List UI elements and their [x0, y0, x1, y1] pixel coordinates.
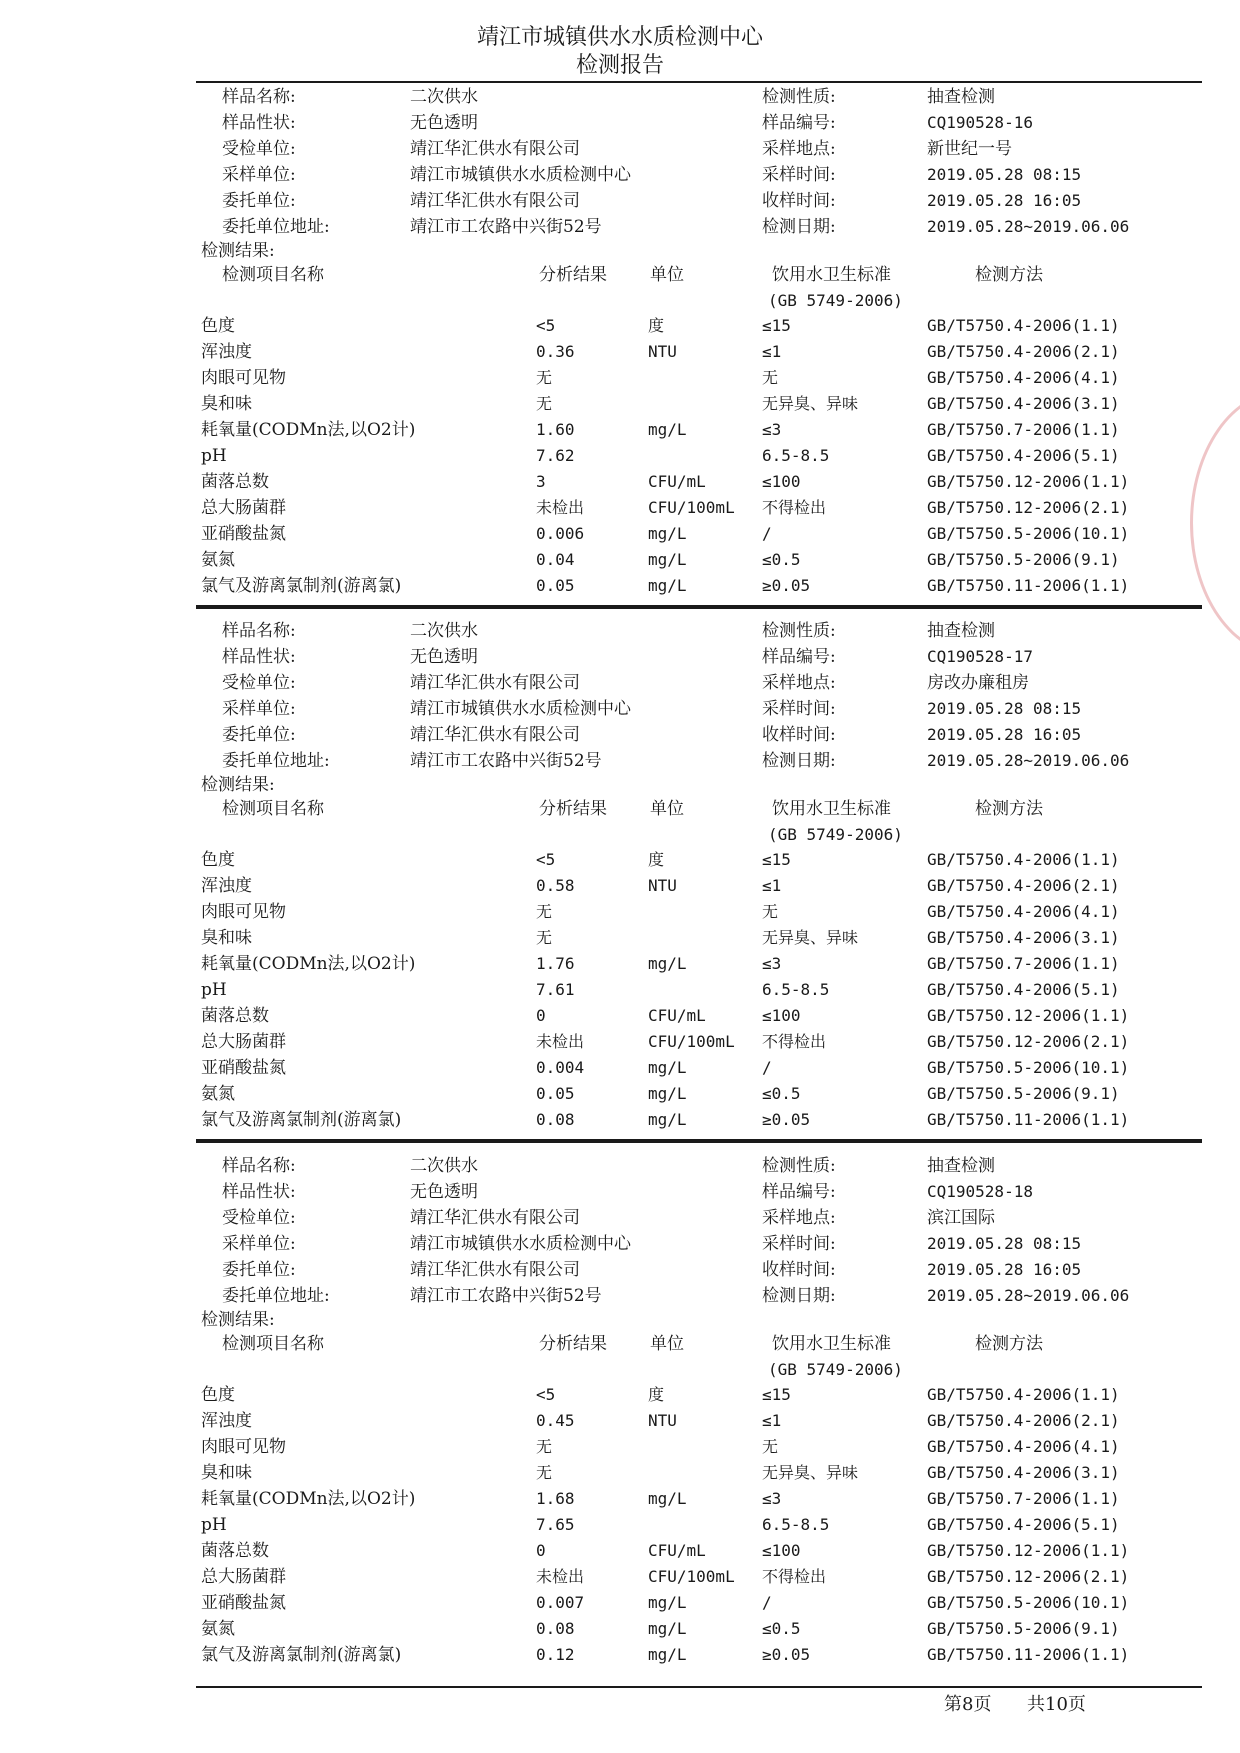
- item-unit: 度: [648, 850, 665, 869]
- sampling-time-value: 2019.05.28 08:15: [927, 165, 1082, 184]
- item-method: GB/T5750.12-2006(1.1): [927, 1541, 1130, 1560]
- item-result: 7.61: [536, 980, 575, 999]
- item-standard: 6.5-8.5: [762, 1515, 830, 1534]
- item-standard: ≤0.5: [762, 550, 801, 569]
- item-unit: CFU/100mL: [648, 1567, 735, 1586]
- item-name: 浑浊度: [201, 876, 252, 896]
- client-unit-value: 靖江华汇供水有限公司: [410, 725, 580, 745]
- item-method: GB/T5750.4-2006(5.1): [927, 980, 1120, 999]
- item-method: GB/T5750.4-2006(1.1): [927, 316, 1120, 335]
- item-standard: ≤100: [762, 1006, 801, 1025]
- item-standard: ≤15: [762, 316, 791, 335]
- client-address-label: 委托单位地址:: [222, 751, 330, 771]
- item-name: 菌落总数: [201, 1006, 269, 1026]
- client-unit-label: 委托单位:: [222, 725, 296, 745]
- sampling-time-label: 采样时间:: [762, 699, 836, 719]
- item-result: 0.08: [536, 1619, 575, 1638]
- sampling-location-label: 采样地点:: [762, 673, 836, 693]
- item-standard: ≤0.5: [762, 1619, 801, 1638]
- divider-line: [196, 81, 1202, 83]
- item-name: pH: [201, 446, 227, 466]
- client-address-label: 委托单位地址:: [222, 1286, 330, 1306]
- item-unit: mg/L: [648, 1084, 687, 1103]
- item-result: 0.36: [536, 342, 575, 361]
- column-header-item: 检测项目名称: [222, 1334, 324, 1354]
- receiving-time-value: 2019.05.28 16:05: [927, 725, 1082, 744]
- item-method: GB/T5750.4-2006(1.1): [927, 850, 1120, 869]
- test-date-label: 检测日期:: [762, 217, 836, 237]
- column-header-method: 检测方法: [975, 1334, 1043, 1354]
- item-method: GB/T5750.12-2006(1.1): [927, 1006, 1130, 1025]
- sample-name-label: 样品名称:: [222, 1156, 296, 1176]
- item-name: 氯气及游离氯制剂(游离氯): [201, 1110, 402, 1130]
- receiving-time-value: 2019.05.28 16:05: [927, 191, 1082, 210]
- column-header-standard-code: (GB 5749-2006): [768, 1360, 903, 1379]
- sampling-unit-label: 采样单位:: [222, 165, 296, 185]
- item-method: GB/T5750.7-2006(1.1): [927, 420, 1120, 439]
- column-header-standard-code: (GB 5749-2006): [768, 291, 903, 310]
- item-name: 浑浊度: [201, 1411, 252, 1431]
- item-result: <5: [536, 850, 556, 869]
- inspected-unit-label: 受检单位:: [222, 1208, 296, 1228]
- item-unit: mg/L: [648, 1593, 687, 1612]
- item-standard: ≥0.05: [762, 1645, 811, 1664]
- sampling-location-value: 房改办廉租房: [927, 673, 1029, 693]
- sampling-time-label: 采样时间:: [762, 1234, 836, 1254]
- item-standard: /: [762, 1058, 772, 1077]
- item-result: 7.62: [536, 446, 575, 465]
- item-standard: ≤15: [762, 850, 791, 869]
- sampling-time-value: 2019.05.28 08:15: [927, 699, 1082, 718]
- item-method: GB/T5750.12-2006(2.1): [927, 1032, 1130, 1051]
- sample-name-value: 二次供水: [410, 1156, 478, 1176]
- item-result: 无: [536, 928, 553, 947]
- sampling-location-label: 采样地点:: [762, 1208, 836, 1228]
- item-method: GB/T5750.5-2006(9.1): [927, 1084, 1120, 1103]
- column-header-result: 分析结果: [539, 265, 607, 285]
- sampling-time-value: 2019.05.28 08:15: [927, 1234, 1082, 1253]
- item-result: 未检出: [536, 498, 585, 517]
- item-result: 无: [536, 902, 553, 921]
- item-method: GB/T5750.12-2006(2.1): [927, 1567, 1130, 1586]
- item-result: 0.12: [536, 1645, 575, 1664]
- item-name: 氯气及游离氯制剂(游离氯): [201, 1645, 402, 1665]
- item-name: 肉眼可见物: [201, 368, 286, 388]
- test-date-value: 2019.05.28~2019.06.06: [927, 217, 1130, 236]
- item-method: GB/T5750.4-2006(5.1): [927, 446, 1120, 465]
- sampling-location-value: 滨江国际: [927, 1208, 995, 1228]
- sample-no-value: CQ190528-18: [927, 1182, 1033, 1201]
- sample-block: [0, 620, 1240, 1156]
- item-name: 臭和味: [201, 394, 252, 414]
- sampling-location-label: 采样地点:: [762, 139, 836, 159]
- item-unit: NTU: [648, 1411, 677, 1430]
- item-name: 臭和味: [201, 1463, 252, 1483]
- item-method: GB/T5750.5-2006(10.1): [927, 1593, 1130, 1612]
- item-unit: NTU: [648, 876, 677, 895]
- item-unit: mg/L: [648, 1619, 687, 1638]
- item-method: GB/T5750.5-2006(10.1): [927, 524, 1130, 543]
- item-result: 0.45: [536, 1411, 575, 1430]
- column-header-method: 检测方法: [975, 799, 1043, 819]
- item-unit: CFU/mL: [648, 1541, 706, 1560]
- item-name: 亚硝酸盐氮: [201, 524, 286, 544]
- item-name: 菌落总数: [201, 472, 269, 492]
- inspected-unit-value: 靖江华汇供水有限公司: [410, 139, 580, 159]
- item-name: 菌落总数: [201, 1541, 269, 1561]
- item-name: 色度: [201, 850, 235, 870]
- column-header-result: 分析结果: [539, 1334, 607, 1354]
- test-type-label: 检测性质:: [762, 87, 836, 107]
- item-name: 肉眼可见物: [201, 1437, 286, 1457]
- item-name: 总大肠菌群: [201, 1032, 286, 1052]
- item-method: GB/T5750.4-2006(4.1): [927, 1437, 1120, 1456]
- item-standard: 不得检出: [762, 1032, 827, 1051]
- sampling-unit-label: 采样单位:: [222, 1234, 296, 1254]
- item-method: GB/T5750.4-2006(2.1): [927, 342, 1120, 361]
- client-address-value: 靖江市工农路中兴街52号: [410, 1286, 602, 1306]
- test-date-label: 检测日期:: [762, 751, 836, 771]
- inspected-unit-value: 靖江华汇供水有限公司: [410, 673, 580, 693]
- item-result: <5: [536, 1385, 556, 1404]
- client-address-label: 委托单位地址:: [222, 217, 330, 237]
- item-unit: 度: [648, 1385, 665, 1404]
- item-result: 未检出: [536, 1567, 585, 1586]
- sample-name-label: 样品名称:: [222, 87, 296, 107]
- test-type-value: 抽查检测: [927, 87, 995, 107]
- item-result: 1.68: [536, 1489, 575, 1508]
- column-header-unit: 单位: [650, 265, 684, 285]
- item-unit: NTU: [648, 342, 677, 361]
- item-name: 氨氮: [201, 1084, 235, 1104]
- report-title: 检测报告: [575, 53, 664, 78]
- item-standard: ≤0.5: [762, 1084, 801, 1103]
- item-result: 0.04: [536, 550, 575, 569]
- item-method: GB/T5750.7-2006(1.1): [927, 1489, 1120, 1508]
- sample-name-label: 样品名称:: [222, 621, 296, 641]
- item-method: GB/T5750.4-2006(4.1): [927, 902, 1120, 921]
- sampling-unit-value: 靖江市城镇供水水质检测中心: [410, 699, 631, 719]
- page-total: 共10页: [1027, 1694, 1086, 1715]
- item-unit: mg/L: [648, 1058, 687, 1077]
- test-type-label: 检测性质:: [762, 621, 836, 641]
- item-result: 0.004: [536, 1058, 585, 1077]
- sample-no-value: CQ190528-16: [927, 113, 1033, 132]
- item-name: 色度: [201, 316, 235, 336]
- item-unit: mg/L: [648, 1645, 687, 1664]
- item-result: 1.60: [536, 420, 575, 439]
- sample-name-value: 二次供水: [410, 87, 478, 107]
- item-result: 0.05: [536, 576, 575, 595]
- test-date-value: 2019.05.28~2019.06.06: [927, 1286, 1130, 1305]
- item-standard: 无: [762, 368, 779, 387]
- item-result: 无: [536, 368, 553, 387]
- sample-nature-value: 无色透明: [410, 647, 478, 667]
- item-method: GB/T5750.5-2006(9.1): [927, 1619, 1120, 1638]
- client-unit-label: 委托单位:: [222, 1260, 296, 1280]
- column-header-standard: 饮用水卫生标准: [772, 265, 891, 285]
- item-result: 0: [536, 1541, 546, 1560]
- sample-no-label: 样品编号:: [762, 647, 836, 667]
- item-standard: ≤1: [762, 1411, 782, 1430]
- item-method: GB/T5750.11-2006(1.1): [927, 1110, 1130, 1129]
- item-unit: mg/L: [648, 1489, 687, 1508]
- sample-block: [0, 86, 1240, 622]
- column-header-method: 检测方法: [975, 265, 1043, 285]
- item-standard: ≤3: [762, 954, 782, 973]
- item-result: 7.65: [536, 1515, 575, 1534]
- item-standard: ≥0.05: [762, 1110, 811, 1129]
- item-result: <5: [536, 316, 556, 335]
- sample-no-value: CQ190528-17: [927, 647, 1033, 666]
- item-method: GB/T5750.4-2006(2.1): [927, 876, 1120, 895]
- item-standard: /: [762, 1593, 772, 1612]
- item-unit: CFU/100mL: [648, 498, 735, 517]
- item-method: GB/T5750.7-2006(1.1): [927, 954, 1120, 973]
- item-name: 氨氮: [201, 550, 235, 570]
- item-result: 未检出: [536, 1032, 585, 1051]
- item-method: GB/T5750.4-2006(4.1): [927, 368, 1120, 387]
- sample-nature-label: 样品性状:: [222, 113, 296, 133]
- item-standard: 不得检出: [762, 1567, 827, 1586]
- test-date-value: 2019.05.28~2019.06.06: [927, 751, 1130, 770]
- item-name: 亚硝酸盐氮: [201, 1593, 286, 1613]
- item-standard: ≤1: [762, 342, 782, 361]
- column-header-standard: 饮用水卫生标准: [772, 799, 891, 819]
- receiving-time-label: 收样时间:: [762, 191, 836, 211]
- item-name: 浑浊度: [201, 342, 252, 362]
- item-name: 总大肠菌群: [201, 498, 286, 518]
- column-header-standard-code: (GB 5749-2006): [768, 825, 903, 844]
- inspected-unit-value: 靖江华汇供水有限公司: [410, 1208, 580, 1228]
- item-name: 耗氧量(CODMn法,以O2计): [201, 954, 416, 974]
- test-type-value: 抽查检测: [927, 621, 995, 641]
- report-org-title: 靖江市城镇供水水质检测中心: [476, 25, 763, 50]
- item-unit: mg/L: [648, 550, 687, 569]
- sample-no-label: 样品编号:: [762, 113, 836, 133]
- page-number: 第8页: [944, 1694, 992, 1715]
- item-unit: CFU/100mL: [648, 1032, 735, 1051]
- item-method: GB/T5750.4-2006(5.1): [927, 1515, 1120, 1534]
- item-standard: /: [762, 524, 772, 543]
- item-standard: ≤100: [762, 1541, 801, 1560]
- item-name: 色度: [201, 1385, 235, 1405]
- receiving-time-label: 收样时间:: [762, 1260, 836, 1280]
- item-name: pH: [201, 980, 227, 1000]
- inspected-unit-label: 受检单位:: [222, 139, 296, 159]
- test-type-value: 抽查检测: [927, 1156, 995, 1176]
- item-name: 氯气及游离氯制剂(游离氯): [201, 576, 402, 596]
- column-header-item: 检测项目名称: [222, 799, 324, 819]
- client-address-value: 靖江市工农路中兴街52号: [410, 751, 602, 771]
- item-result: 3: [536, 472, 546, 491]
- item-result: 无: [536, 394, 553, 413]
- sampling-location-value: 新世纪一号: [927, 139, 1012, 159]
- item-unit: 度: [648, 316, 665, 335]
- item-unit: CFU/mL: [648, 472, 706, 491]
- item-standard: 6.5-8.5: [762, 980, 830, 999]
- column-header-result: 分析结果: [539, 799, 607, 819]
- column-header-unit: 单位: [650, 799, 684, 819]
- item-result: 0: [536, 1006, 546, 1025]
- item-method: GB/T5750.4-2006(1.1): [927, 1385, 1120, 1404]
- item-standard: 不得检出: [762, 498, 827, 517]
- item-unit: CFU/mL: [648, 1006, 706, 1025]
- item-result: 1.76: [536, 954, 575, 973]
- item-standard: ≤15: [762, 1385, 791, 1404]
- item-unit: mg/L: [648, 954, 687, 973]
- sample-name-value: 二次供水: [410, 621, 478, 641]
- results-heading: 检测结果:: [201, 775, 275, 795]
- inspected-unit-label: 受检单位:: [222, 673, 296, 693]
- item-name: 亚硝酸盐氮: [201, 1058, 286, 1078]
- receiving-time-value: 2019.05.28 16:05: [927, 1260, 1082, 1279]
- client-unit-label: 委托单位:: [222, 191, 296, 211]
- item-name: 氨氮: [201, 1619, 235, 1639]
- sample-nature-value: 无色透明: [410, 113, 478, 133]
- item-standard: 无: [762, 902, 779, 921]
- item-result: 无: [536, 1463, 553, 1482]
- client-address-value: 靖江市工农路中兴街52号: [410, 217, 602, 237]
- item-standard: 无: [762, 1437, 779, 1456]
- item-standard: 无异臭、异味: [762, 928, 859, 947]
- sample-nature-label: 样品性状:: [222, 1182, 296, 1202]
- column-header-standard: 饮用水卫生标准: [772, 1334, 891, 1354]
- item-standard: 6.5-8.5: [762, 446, 830, 465]
- sample-block: [0, 1155, 1240, 1691]
- item-standard: ≥0.05: [762, 576, 811, 595]
- item-standard: 无异臭、异味: [762, 394, 859, 413]
- item-result: 0.006: [536, 524, 585, 543]
- item-unit: mg/L: [648, 524, 687, 543]
- sampling-unit-value: 靖江市城镇供水水质检测中心: [410, 165, 631, 185]
- column-header-item: 检测项目名称: [222, 265, 324, 285]
- test-date-label: 检测日期:: [762, 1286, 836, 1306]
- item-standard: ≤1: [762, 876, 782, 895]
- item-method: GB/T5750.11-2006(1.1): [927, 1645, 1130, 1664]
- client-unit-value: 靖江华汇供水有限公司: [410, 1260, 580, 1280]
- receiving-time-label: 收样时间:: [762, 725, 836, 745]
- item-name: 耗氧量(CODMn法,以O2计): [201, 1489, 416, 1509]
- item-unit: mg/L: [648, 576, 687, 595]
- item-standard: ≤3: [762, 1489, 782, 1508]
- sample-nature-label: 样品性状:: [222, 647, 296, 667]
- sampling-time-label: 采样时间:: [762, 165, 836, 185]
- item-result: 0.08: [536, 1110, 575, 1129]
- test-type-label: 检测性质:: [762, 1156, 836, 1176]
- item-result: 0.007: [536, 1593, 585, 1612]
- item-name: 总大肠菌群: [201, 1567, 286, 1587]
- item-method: GB/T5750.12-2006(2.1): [927, 498, 1130, 517]
- sample-nature-value: 无色透明: [410, 1182, 478, 1202]
- item-unit: mg/L: [648, 420, 687, 439]
- item-result: 0.58: [536, 876, 575, 895]
- item-name: pH: [201, 1515, 227, 1535]
- item-method: GB/T5750.11-2006(1.1): [927, 576, 1130, 595]
- item-method: GB/T5750.5-2006(9.1): [927, 550, 1120, 569]
- item-result: 0.05: [536, 1084, 575, 1103]
- item-method: GB/T5750.12-2006(1.1): [927, 472, 1130, 491]
- client-unit-value: 靖江华汇供水有限公司: [410, 191, 580, 211]
- item-method: GB/T5750.4-2006(3.1): [927, 1463, 1120, 1482]
- item-standard: 无异臭、异味: [762, 1463, 859, 1482]
- column-header-unit: 单位: [650, 1334, 684, 1354]
- sample-no-label: 样品编号:: [762, 1182, 836, 1202]
- item-unit: mg/L: [648, 1110, 687, 1129]
- sampling-unit-label: 采样单位:: [222, 699, 296, 719]
- item-method: GB/T5750.5-2006(10.1): [927, 1058, 1130, 1077]
- item-result: 无: [536, 1437, 553, 1456]
- results-heading: 检测结果:: [201, 1310, 275, 1330]
- item-name: 耗氧量(CODMn法,以O2计): [201, 420, 416, 440]
- item-method: GB/T5750.4-2006(3.1): [927, 394, 1120, 413]
- item-name: 肉眼可见物: [201, 902, 286, 922]
- item-method: GB/T5750.4-2006(3.1): [927, 928, 1120, 947]
- item-name: 臭和味: [201, 928, 252, 948]
- item-standard: ≤100: [762, 472, 801, 491]
- results-heading: 检测结果:: [201, 241, 275, 261]
- sampling-unit-value: 靖江市城镇供水水质检测中心: [410, 1234, 631, 1254]
- item-method: GB/T5750.4-2006(2.1): [927, 1411, 1120, 1430]
- item-standard: ≤3: [762, 420, 782, 439]
